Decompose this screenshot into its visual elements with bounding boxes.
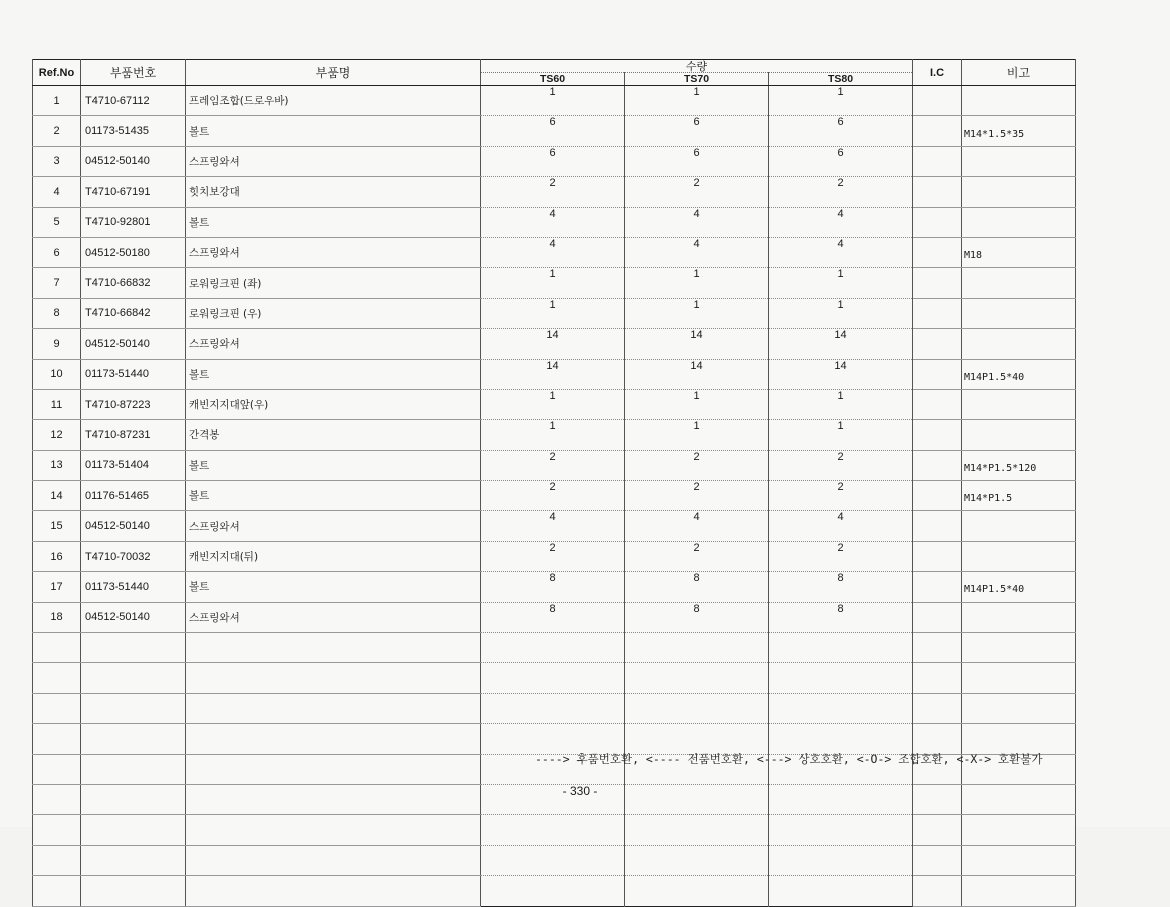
cell-qty-ts80: 8 [769, 602, 913, 632]
cell-part-name: 간격봉 [186, 420, 481, 450]
cell-remarks [962, 663, 1076, 693]
cell-ic [913, 572, 962, 602]
cell-qty-ts80: 6 [769, 116, 913, 146]
table-row [33, 146, 1076, 176]
table-row [33, 663, 1076, 693]
table-row [33, 329, 1076, 359]
page-number: - 330 - [562, 784, 598, 798]
table-row [33, 481, 1076, 511]
cell-part-name: 로워링크핀 (좌) [186, 268, 481, 298]
cell-remarks [962, 389, 1076, 419]
cell-ic [913, 450, 962, 480]
cell-qty-ts60: 4 [481, 237, 625, 267]
cell-remarks [962, 177, 1076, 207]
table-row [33, 450, 1076, 480]
cell-qty-ts70: 6 [625, 146, 769, 176]
cell-qty-ts60 [481, 663, 625, 693]
cell-ref-no: 1 [33, 86, 81, 116]
cell-qty-ts70: 4 [625, 237, 769, 267]
cell-ref-no: 3 [33, 146, 81, 176]
cell-qty-ts80 [769, 845, 913, 875]
cell-ic [913, 663, 962, 693]
table-row [33, 207, 1076, 237]
cell-qty-ts70: 1 [625, 298, 769, 328]
cell-qty-ts70 [625, 815, 769, 845]
cell-qty-ts70 [625, 663, 769, 693]
cell-qty-ts60: 1 [481, 86, 625, 116]
cell-ic [913, 815, 962, 845]
cell-qty-ts70 [625, 724, 769, 754]
cell-ref-no: 17 [33, 572, 81, 602]
cell-part-name: 힛치보강대 [186, 177, 481, 207]
cell-part-number: 04512-50140 [81, 329, 186, 359]
cell-qty-ts60 [481, 724, 625, 754]
cell-ic [913, 845, 962, 875]
table-row [33, 177, 1076, 207]
cell-qty-ts80: 2 [769, 450, 913, 480]
table-row [33, 633, 1076, 663]
cell-remarks [962, 268, 1076, 298]
cell-part-name: 스프링와셔 [186, 602, 481, 632]
cell-remarks [962, 420, 1076, 450]
cell-part-name: 스프링와셔 [186, 329, 481, 359]
table-row [33, 237, 1076, 267]
cell-remarks [962, 602, 1076, 632]
cell-remarks: M14*1.5*35 [962, 116, 1076, 146]
table-row [33, 572, 1076, 602]
cell-remarks [962, 86, 1076, 116]
cell-ic [913, 359, 962, 389]
cell-ref-no: 5 [33, 207, 81, 237]
cell-remarks: M14*P1.5*120 [962, 450, 1076, 480]
cell-qty-ts70: 8 [625, 572, 769, 602]
cell-qty-ts60: 6 [481, 146, 625, 176]
cell-qty-ts60: 1 [481, 420, 625, 450]
cell-ic [913, 207, 962, 237]
cell-ref-no: 8 [33, 298, 81, 328]
table-row [33, 693, 1076, 723]
cell-part-number: 01173-51440 [81, 359, 186, 389]
cell-ic [913, 511, 962, 541]
cell-ic [913, 724, 962, 754]
cell-ic [913, 237, 962, 267]
cell-part-name: 볼트 [186, 116, 481, 146]
cell-part-number [81, 845, 186, 875]
cell-ref-no: 6 [33, 237, 81, 267]
cell-part-name [186, 845, 481, 875]
cell-ref-no [33, 815, 81, 845]
cell-qty-ts80: 4 [769, 237, 913, 267]
cell-part-number: T4710-87223 [81, 389, 186, 419]
header-model-ts80: TS80 [769, 73, 913, 86]
cell-qty-ts70: 2 [625, 541, 769, 571]
cell-part-number: 04512-50140 [81, 146, 186, 176]
cell-part-name: 볼트 [186, 450, 481, 480]
cell-qty-ts70 [625, 693, 769, 723]
cell-ic [913, 876, 962, 906]
cell-remarks [962, 876, 1076, 906]
cell-part-name [186, 693, 481, 723]
header-quantity: 수량 [481, 60, 913, 73]
cell-part-number [81, 876, 186, 906]
header-model-ts60: TS60 [481, 73, 625, 86]
cell-qty-ts70: 1 [625, 268, 769, 298]
cell-ic [913, 86, 962, 116]
cell-ref-no: 13 [33, 450, 81, 480]
cell-part-name [186, 633, 481, 663]
table-row [33, 359, 1076, 389]
cell-qty-ts60 [481, 633, 625, 663]
cell-part-number: T4710-66842 [81, 298, 186, 328]
cell-remarks [962, 329, 1076, 359]
cell-qty-ts60: 14 [481, 329, 625, 359]
cell-qty-ts80: 4 [769, 207, 913, 237]
cell-part-number [81, 724, 186, 754]
cell-part-number: T4710-67191 [81, 177, 186, 207]
cell-qty-ts70: 6 [625, 116, 769, 146]
cell-part-number: 01173-51440 [81, 572, 186, 602]
cell-qty-ts80 [769, 724, 913, 754]
cell-qty-ts80: 2 [769, 541, 913, 571]
cell-part-name: 프레임조합(드로우바) [186, 86, 481, 116]
cell-qty-ts70: 2 [625, 481, 769, 511]
cell-ref-no [33, 663, 81, 693]
cell-remarks [962, 511, 1076, 541]
cell-part-number: T4710-87231 [81, 420, 186, 450]
cell-part-number [81, 633, 186, 663]
cell-qty-ts60: 1 [481, 389, 625, 419]
cell-part-number: T4710-66832 [81, 268, 186, 298]
cell-remarks [962, 815, 1076, 845]
cell-qty-ts60: 6 [481, 116, 625, 146]
cell-part-name [186, 815, 481, 845]
cell-qty-ts70: 2 [625, 177, 769, 207]
cell-qty-ts60 [481, 845, 625, 875]
cell-ic [913, 481, 962, 511]
cell-qty-ts80 [769, 876, 913, 906]
cell-qty-ts80: 14 [769, 329, 913, 359]
cell-qty-ts80: 2 [769, 481, 913, 511]
cell-qty-ts80: 2 [769, 177, 913, 207]
cell-qty-ts60: 2 [481, 450, 625, 480]
cell-part-number: T4710-92801 [81, 207, 186, 237]
interchangeability-legend: ----> 후품번호환, <---- 전품번호환, <---> 상호호환, <-O-> 조합호환, <-X-> 호환불가 [535, 752, 1043, 766]
cell-part-number: 04512-50140 [81, 511, 186, 541]
cell-part-number: 04512-50180 [81, 237, 186, 267]
cell-qty-ts70 [625, 845, 769, 875]
header-ref-no: Ref.No [33, 60, 81, 86]
cell-ref-no: 2 [33, 116, 81, 146]
cell-qty-ts70: 1 [625, 420, 769, 450]
cell-qty-ts70 [625, 633, 769, 663]
cell-ref-no [33, 724, 81, 754]
cell-remarks: M18 [962, 237, 1076, 267]
header-model-ts70: TS70 [625, 73, 769, 86]
cell-qty-ts60: 4 [481, 207, 625, 237]
cell-ref-no [33, 693, 81, 723]
table-row [33, 86, 1076, 116]
cell-qty-ts80: 1 [769, 420, 913, 450]
cell-qty-ts70 [625, 784, 769, 814]
table-row [33, 602, 1076, 632]
cell-ref-no: 10 [33, 359, 81, 389]
cell-qty-ts60: 2 [481, 481, 625, 511]
table-row [33, 541, 1076, 571]
cell-qty-ts60: 8 [481, 602, 625, 632]
cell-part-name [186, 724, 481, 754]
cell-remarks [962, 784, 1076, 814]
cell-ref-no [33, 876, 81, 906]
cell-part-number [81, 663, 186, 693]
cell-qty-ts60: 1 [481, 268, 625, 298]
cell-qty-ts70: 14 [625, 359, 769, 389]
cell-ic [913, 633, 962, 663]
table-row [33, 389, 1076, 419]
cell-qty-ts70: 2 [625, 450, 769, 480]
table-row [33, 298, 1076, 328]
cell-qty-ts80: 1 [769, 298, 913, 328]
table-row [33, 268, 1076, 298]
cell-part-name: 볼트 [186, 207, 481, 237]
cell-remarks: M14P1.5*40 [962, 572, 1076, 602]
cell-ref-no [33, 633, 81, 663]
cell-qty-ts70: 4 [625, 207, 769, 237]
cell-part-number: T4710-70032 [81, 541, 186, 571]
cell-part-number: 01176-51465 [81, 481, 186, 511]
cell-remarks [962, 541, 1076, 571]
cell-part-name: 스프링와셔 [186, 237, 481, 267]
cell-qty-ts80 [769, 784, 913, 814]
cell-qty-ts60 [481, 815, 625, 845]
cell-remarks [962, 845, 1076, 875]
cell-qty-ts60: 2 [481, 177, 625, 207]
cell-ic [913, 602, 962, 632]
cell-part-name [186, 754, 481, 784]
cell-ic [913, 541, 962, 571]
cell-part-name: 볼트 [186, 359, 481, 389]
cell-qty-ts80 [769, 663, 913, 693]
cell-qty-ts80 [769, 633, 913, 663]
cell-qty-ts80: 14 [769, 359, 913, 389]
cell-remarks [962, 633, 1076, 663]
cell-qty-ts80: 1 [769, 86, 913, 116]
cell-part-name: 볼트 [186, 572, 481, 602]
cell-part-name: 캐빈지지대앞(우) [186, 389, 481, 419]
cell-ref-no: 12 [33, 420, 81, 450]
cell-ic [913, 298, 962, 328]
cell-ic [913, 329, 962, 359]
cell-qty-ts80: 1 [769, 389, 913, 419]
cell-qty-ts80: 1 [769, 268, 913, 298]
cell-part-number: 04512-50140 [81, 602, 186, 632]
cell-qty-ts80 [769, 693, 913, 723]
table-row [33, 420, 1076, 450]
cell-qty-ts60: 4 [481, 511, 625, 541]
cell-part-name: 캐빈지지대(뒤) [186, 541, 481, 571]
cell-qty-ts70: 1 [625, 86, 769, 116]
cell-part-name: 로워링크핀 (우) [186, 298, 481, 328]
table-row [33, 116, 1076, 146]
cell-qty-ts60 [481, 876, 625, 906]
cell-qty-ts60: 1 [481, 298, 625, 328]
cell-ref-no: 14 [33, 481, 81, 511]
cell-qty-ts80 [769, 815, 913, 845]
cell-remarks: M14P1.5*40 [962, 359, 1076, 389]
cell-ic [913, 116, 962, 146]
cell-qty-ts80: 6 [769, 146, 913, 176]
cell-part-name: 스프링와셔 [186, 511, 481, 541]
cell-qty-ts60: 2 [481, 541, 625, 571]
cell-part-name [186, 784, 481, 814]
cell-part-number: 01173-51404 [81, 450, 186, 480]
cell-qty-ts60: 14 [481, 359, 625, 389]
cell-ref-no [33, 845, 81, 875]
cell-ref-no: 9 [33, 329, 81, 359]
cell-ref-no: 7 [33, 268, 81, 298]
cell-ref-no: 15 [33, 511, 81, 541]
cell-qty-ts70: 1 [625, 389, 769, 419]
cell-qty-ts80: 8 [769, 572, 913, 602]
table-header [33, 60, 1076, 86]
cell-remarks [962, 207, 1076, 237]
cell-part-number [81, 784, 186, 814]
cell-part-number [81, 815, 186, 845]
cell-ic [913, 177, 962, 207]
cell-part-name: 스프링와셔 [186, 146, 481, 176]
cell-ref-no: 16 [33, 541, 81, 571]
cell-remarks: M14*P1.5 [962, 481, 1076, 511]
cell-ref-no: 4 [33, 177, 81, 207]
cell-ic [913, 389, 962, 419]
cell-part-number: T4710-67112 [81, 86, 186, 116]
table-row [33, 876, 1076, 906]
cell-remarks [962, 298, 1076, 328]
cell-qty-ts70: 14 [625, 329, 769, 359]
cell-part-name [186, 876, 481, 906]
header-ic: I.C [913, 60, 962, 86]
cell-ic [913, 146, 962, 176]
cell-remarks [962, 693, 1076, 723]
cell-ic [913, 693, 962, 723]
cell-ref-no [33, 754, 81, 784]
table-row [33, 845, 1076, 875]
header-part-name: 부품명 [186, 60, 481, 86]
cell-part-name [186, 663, 481, 693]
cell-remarks [962, 724, 1076, 754]
cell-ic [913, 420, 962, 450]
cell-ic [913, 784, 962, 814]
cell-remarks [962, 146, 1076, 176]
table-row [33, 511, 1076, 541]
cell-qty-ts60 [481, 693, 625, 723]
cell-part-number: 01173-51435 [81, 116, 186, 146]
cell-qty-ts70: 4 [625, 511, 769, 541]
cell-ic [913, 268, 962, 298]
cell-part-number [81, 754, 186, 784]
table-row [33, 815, 1076, 845]
cell-ref-no: 11 [33, 389, 81, 419]
cell-part-name: 볼트 [186, 481, 481, 511]
cell-qty-ts80: 4 [769, 511, 913, 541]
table-row [33, 724, 1076, 754]
cell-qty-ts60: 8 [481, 572, 625, 602]
table-body [33, 86, 1076, 907]
cell-qty-ts70: 8 [625, 602, 769, 632]
cell-ref-no: 18 [33, 602, 81, 632]
cell-part-number [81, 693, 186, 723]
cell-ref-no [33, 784, 81, 814]
header-remarks: 비고 [962, 60, 1076, 86]
cell-qty-ts70 [625, 876, 769, 906]
parts-table [32, 59, 1076, 907]
header-part-number: 부품번호 [81, 60, 186, 86]
